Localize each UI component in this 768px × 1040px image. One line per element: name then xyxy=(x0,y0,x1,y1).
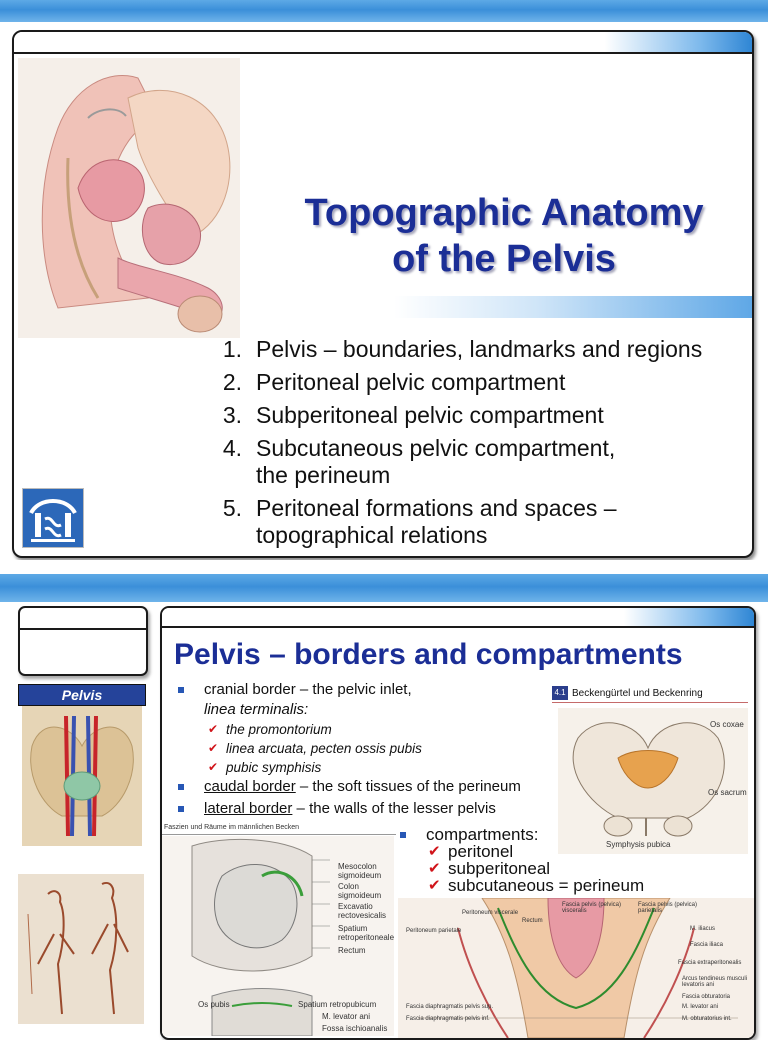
slide-title: Pelvis – borders and compartments xyxy=(174,638,683,671)
figure-header: Faszien und Räume im männlichen Becken xyxy=(162,822,396,835)
list-item-text: Subcutaneous pelvic compartment, xyxy=(256,435,616,461)
slide-gap xyxy=(0,560,768,574)
figure-label: Rectum xyxy=(522,918,543,924)
figure-label: Peritoneum viscerale xyxy=(462,910,519,916)
slide-title-line-1: Topographic Anatomy xyxy=(304,192,704,234)
figure-label: Colon sigmoideum xyxy=(338,882,382,900)
bullet-caudal-border: caudal border – the soft tissues of the perineum xyxy=(176,777,576,797)
slide-header-bar xyxy=(14,32,752,54)
list-item-text: topographical relations xyxy=(256,522,488,548)
middle-blue-band xyxy=(0,574,768,602)
bullet-cranial-border: cranial border – the pelvic inlet, xyxy=(176,680,576,700)
topic-list xyxy=(204,336,754,555)
figure-label: Fascia iliaca xyxy=(690,942,724,948)
slide-header-bar xyxy=(162,608,754,628)
figure-label: Os coxae xyxy=(710,720,744,729)
figure-label: Arcus tendineus musculi levatoris ani xyxy=(682,976,748,988)
borders-slide xyxy=(0,602,768,1033)
figure-label: Fascia obturatoria xyxy=(682,994,731,1000)
list-item-number: 4. xyxy=(222,435,242,461)
list-item-number: 2. xyxy=(222,369,242,395)
compartments-list xyxy=(398,826,738,894)
figure-header xyxy=(552,686,748,703)
figure-label: Fascia pelvis (pelvica) parietalis xyxy=(638,902,698,914)
figure-label: Excavatio rectovesicalis xyxy=(338,902,387,920)
figure-label: Symphysis pubica xyxy=(606,840,671,849)
check-item: ✔ pubic symphisis xyxy=(176,758,576,777)
bullet-lateral-border: lateral border – the walls of the lesser pelvis xyxy=(176,799,576,819)
pelvis-3d-render-image xyxy=(22,706,142,846)
compartment-item: ✔ subcutaneous = perineum xyxy=(398,877,738,894)
list-item-text: Peritoneal formations and spaces – xyxy=(256,495,617,521)
list-item-text: Peritoneal pelvic compartment xyxy=(256,369,566,395)
list-item xyxy=(204,336,754,363)
title-slide xyxy=(12,30,754,558)
content-panel xyxy=(160,606,756,1040)
figure-label: Fascia extraperitonealis xyxy=(678,960,742,966)
compartment-item: ✔ subperitoneal xyxy=(398,860,738,877)
list-item xyxy=(204,435,754,489)
figure-label: Spatium retroperitoneale xyxy=(338,924,395,942)
list-item-number: 3. xyxy=(222,402,242,428)
pelvis-sagittal-illustration xyxy=(18,58,240,338)
borders-bullet-list xyxy=(176,680,576,819)
figure-label: Os pubis xyxy=(198,1000,230,1009)
list-item-text: the perineum xyxy=(256,462,391,488)
slide-title-line-2: of the Pelvis xyxy=(392,238,616,280)
university-logo-icon xyxy=(22,488,84,548)
figure-label: M. obturatorius int. xyxy=(682,1016,732,1022)
list-item-number: 1. xyxy=(222,336,242,362)
figure-label: Fascia diaphragmatis pelvis sup. xyxy=(406,1004,494,1010)
list-item xyxy=(204,495,754,549)
list-item xyxy=(204,402,754,429)
list-item-text: Pelvis – boundaries, landmarks and regions xyxy=(256,336,703,362)
sidebar-header-box xyxy=(18,606,148,676)
figure-title: Beckengürtel und Beckenring xyxy=(572,688,703,699)
figure-label: Fascia diaphragmatis pelvis inf. xyxy=(406,1016,490,1022)
figure-label: M. iliacus xyxy=(690,926,716,932)
figure-number: 4.1 xyxy=(552,686,568,700)
figure-label: Rectum xyxy=(338,946,366,955)
sidebar-pelvis-label: Pelvis xyxy=(18,684,146,706)
list-item xyxy=(204,369,754,396)
figure-label: Spatium retropubicum xyxy=(298,1000,377,1009)
list-item-number: 5. xyxy=(222,495,242,521)
compartment-item: ✔ peritonel xyxy=(398,843,738,860)
top-blue-band xyxy=(0,0,768,22)
figure-label: Mesocolon sigmoideum xyxy=(338,862,382,880)
list-item-text: Subperitoneal pelvic compartment xyxy=(256,402,604,428)
check-item: ✔ linea arcuata, pecten ossis pubis xyxy=(176,739,576,758)
figure-label: M. levator ani xyxy=(682,1004,719,1010)
figure-label: Fossa ischioanalis xyxy=(322,1024,388,1033)
title-divider-gradient xyxy=(394,296,754,318)
figure-label: Peritoneum parietale xyxy=(406,928,462,934)
figure-label: M. levator ani xyxy=(322,1012,371,1021)
compartments-label: compartments: xyxy=(398,826,738,843)
check-item: ✔ the promontorium xyxy=(176,720,576,739)
figure-label: Os sacrum xyxy=(708,788,747,797)
slide-title xyxy=(254,190,754,282)
linea-terminalis-label: linea terminalis: xyxy=(204,701,309,718)
renaissance-sketch-image xyxy=(18,874,144,1024)
figure-label: Fascia pelvis (pelvica) visceralis xyxy=(562,902,622,914)
